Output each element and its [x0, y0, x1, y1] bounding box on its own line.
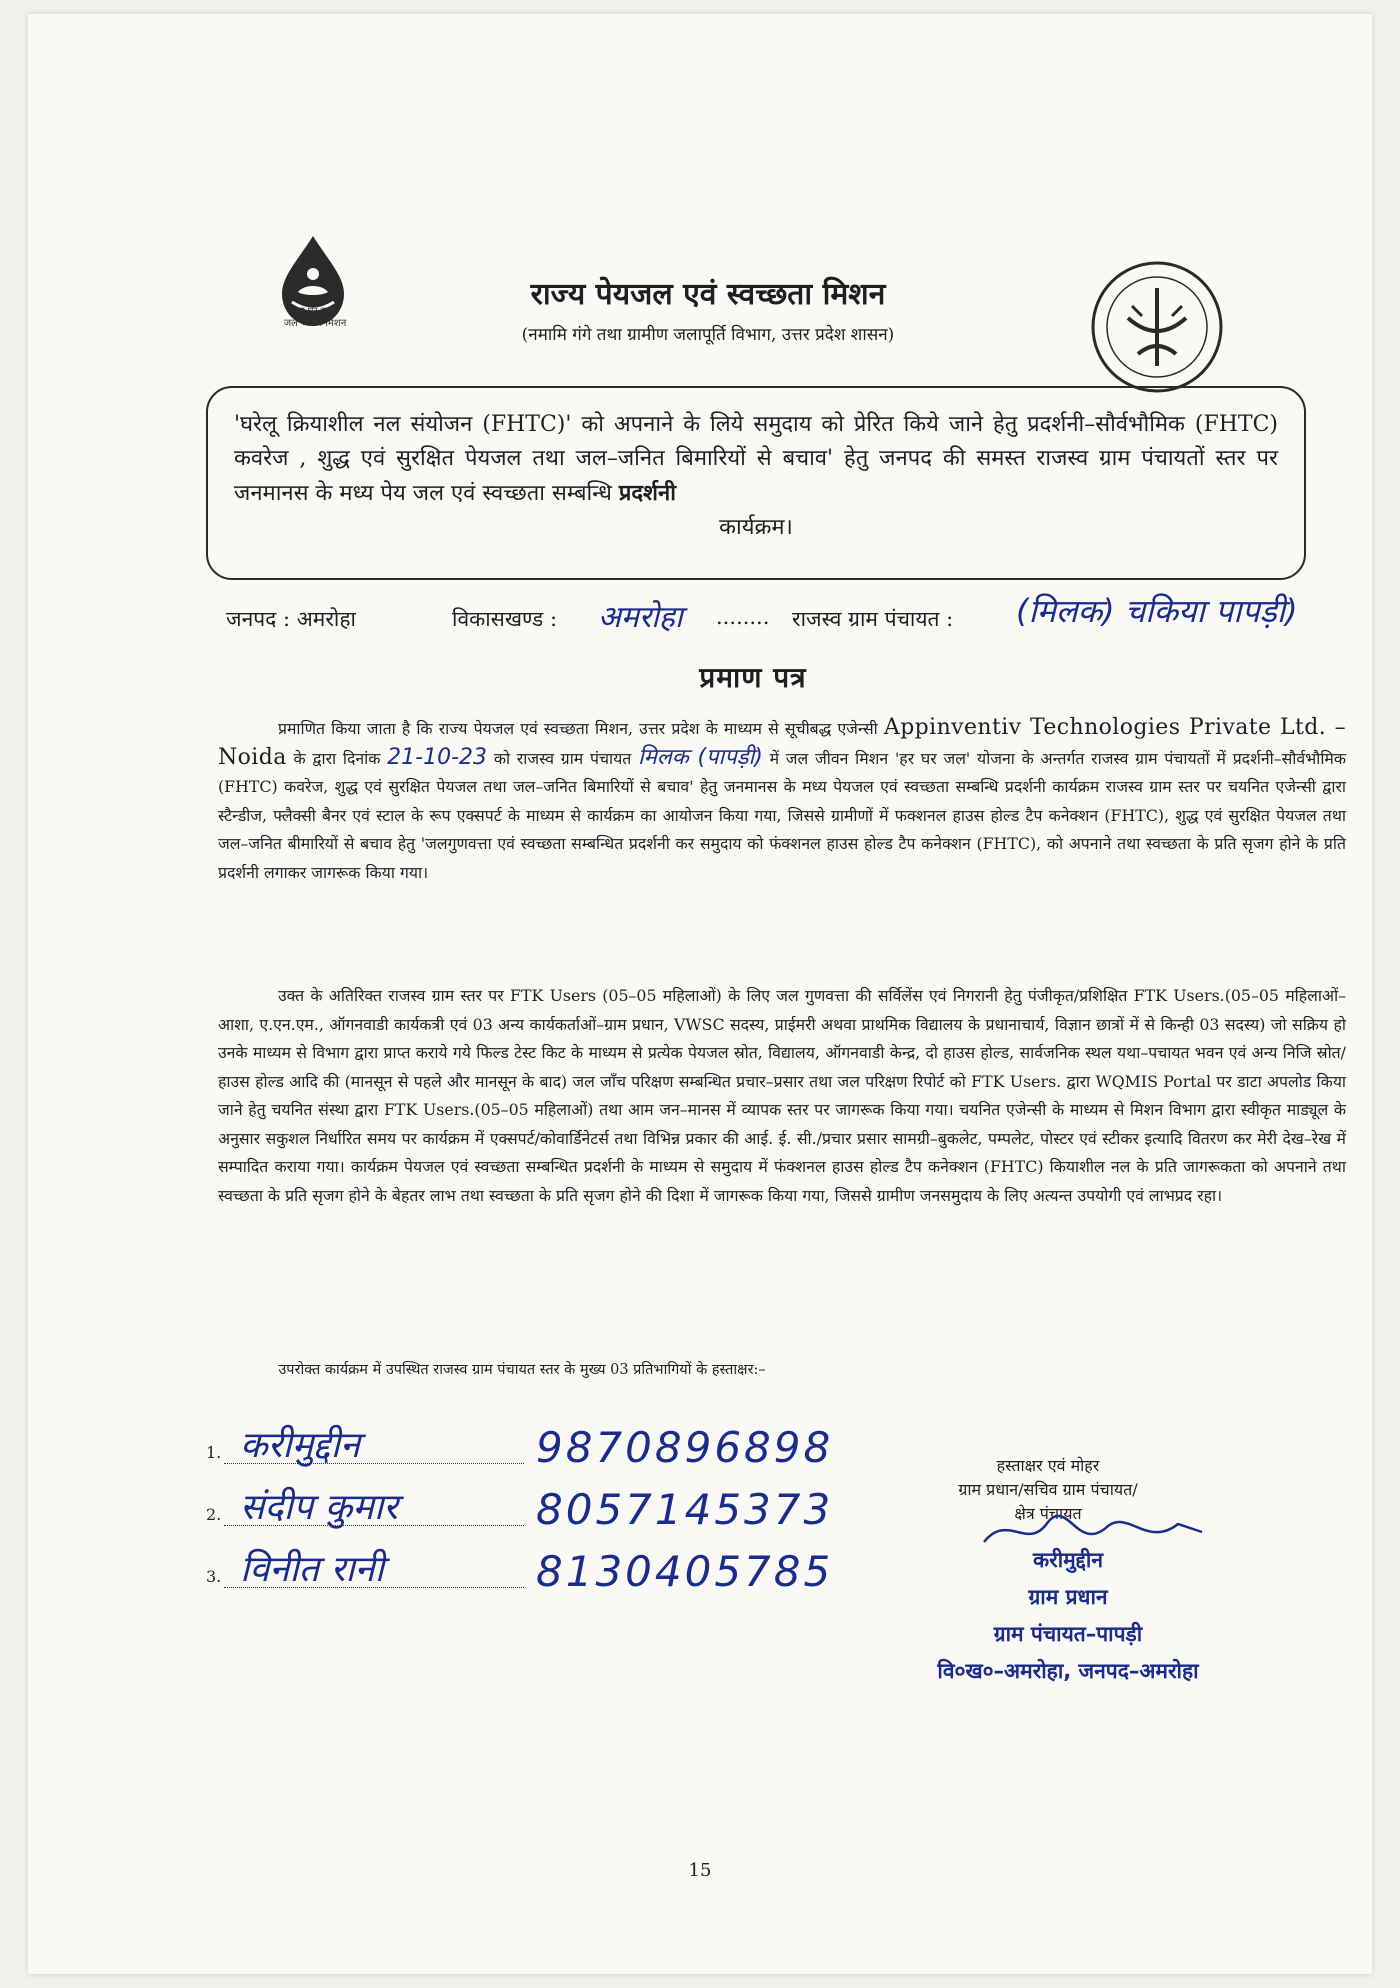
program-description-box: [206, 386, 1306, 580]
block-value: अमरोहा: [598, 600, 683, 635]
stamp-block-district: वि०ख०–अमरोहा, जनपद–अमरोहा: [937, 1659, 1199, 1683]
signatures-intro: उपरोक्त कार्यक्रम में उपस्थित राजस्व ग्राम पंचायत स्तर के मुख्य 03 प्रतिभागियों के हस्ताक्षर:–: [278, 1362, 766, 1378]
har-ghar-jal-logo-icon: [268, 232, 358, 352]
gram-panchayat-label: राजस्व ग्राम पंचायत :: [792, 607, 954, 631]
box-text-end: कार्यक्रम।: [719, 515, 793, 540]
p1-text-b: के द्वारा दिनांक: [293, 748, 381, 768]
program-gram-panchayat: मिलक (पापड़ी): [638, 744, 763, 770]
certificate-paragraph-1: [218, 714, 1346, 887]
document-page: [28, 14, 1372, 1974]
stamp-name: करीमुद्दीन: [1033, 1548, 1103, 1572]
block-dots: ........: [716, 605, 770, 629]
program-date: 21-10-23: [387, 744, 488, 770]
box-text: 'घरेलू क्रियाशील नल संयोजन (FHTC)' को अपनाने के लिये समुदाय को प्रेरित किये जाने हेतु प्रदर्शनी–सौर्वभौमिक (FHTC) कवरेज , शुद्ध एवं सुरक्षित पेयजल तथा जल–जनित बिमारियों से बचाव' हेतु जनपद की समस्त राजस्व ग्राम पंचायतों स्तर पर जनमानस के मध्य पेय जल एवं स्वच्छता सम्बन्धि: [234, 412, 1278, 506]
district-label: जनपद : अमरोहा: [226, 607, 356, 631]
stamp-heading: हस्ताक्षर एवं मोहर ग्राम प्रधान/सचिव ग्राम पंचायत/ क्षेत्र पंचायत: [958, 1456, 1138, 1523]
participant-signature-row: [206, 1412, 886, 1472]
mission-subtitle: (नमामि गंगे तथा ग्रामीण जलापूर्ति विभाग, उत्तर प्रदेश शासन): [521, 325, 895, 345]
mission-title: राज्य पेयजल एवं स्वच्छता मिशन: [530, 277, 886, 312]
up-government-seal-icon: [1088, 258, 1226, 396]
block-label: विकासखण्ड :: [452, 607, 558, 631]
stamp-designation: ग्राम प्रधान: [1028, 1585, 1108, 1609]
participant-signature-row: [206, 1474, 886, 1534]
participant-name: करीमुद्दीन: [240, 1425, 360, 1466]
p1-text-c: को राजस्व ग्राम पंचायत: [493, 748, 632, 768]
participant-signature-row: [206, 1536, 886, 1596]
participant-phone: 9870896898: [536, 1423, 834, 1472]
p1-text-d: में जल जीवन मिशन 'हर घर जल' योजना के अन्तर्गत राजस्व ग्राम पंचायतों में प्रदर्शनी–सौर्वभौमिक (FHTC) कवरेज, शुद्ध एवं सुरक्षित पेयजल तथा जल–जनित बिमारियों से बचाव' हेतु जनमानस के मध्य पेयजल एवं स्वच्छता सम्बन्धि प्रदर्शनी कार्यक्रम राजस्व ग्राम स्तर पर चयनित एजेन्सी द्वारा स्टैन्डीज, फ्लैक्सी बैनर एवं स्टाल के रूप एक्सपर्ट के माध्यम से कार्यक्रम का आयोजन किया गया, जिससे ग्रामीणों में फक्शनल हाउस होल्ड टैप कनेक्शन (FHTC), शुद्ध एवं सुरक्षित पेयजल तथा जल–जनित बीमारियों से बचाव हेतु 'जलगुणवत्ता एवं स्वच्छता सम्बन्धित प्रदर्शनी कर समुदाय को फंक्शनल हाउस होल्ड टैप कनेक्शन (FHTC), को अपनाने तथा स्वच्छता के प्रति सृजग होने के प्रति प्रदर्शनी लगाकर जागरूक किया गया।: [218, 748, 1346, 882]
participant-name: विनीत रानी: [240, 1549, 384, 1590]
agency-name: Appinventiv Technologies Private Ltd. – Noida: [218, 715, 1346, 770]
participant-phone: 8130405785: [536, 1547, 834, 1596]
row-number: 3.: [206, 1567, 222, 1586]
row-number: 2.: [206, 1505, 222, 1524]
certificate-paragraph-2: [218, 982, 1346, 1210]
stamp-panchayat: ग्राम पंचायत–पापड़ी: [993, 1622, 1143, 1646]
official-stamp: [928, 1542, 1208, 1690]
p2-text: उक्त के अतिरिक्त राजस्व ग्राम स्तर पर FTK Users (05–05 महिलाओं) के लिए जल गुणवत्ता की सर्विलेंस एवं निगरानी हेतु पंजीकृत/प्रशिक्षित FTK Users.(05–05 महिलाओं–आशा, ए.एन.एम., ऑगनवाडी कार्यकत्री एवं 03 अन्य कार्यकर्ताओं–ग्राम प्रधान, VWSC सदस्य, प्राईमरी अथवा प्राथमिक विद्यालय के प्रधानाचार्य, विज्ञान छात्रों में से किन्ही 03 सदस्य) जो सक्रिय हो उनके माध्यम से विभाग द्वारा प्राप्त कराये गये फिल्ड टेस्ट किट के माध्यम से प्रत्येक पेयजल स्रोत, विद्यालय, ऑगनवाडी केन्द्र, दो हाउस होल्ड, सार्वजनिक स्थल यथा–पचायत भवन एवं अन्य निजि स्रोत/हाउस होल्ड आदि की (मानसून से पहले और मानसून के बाद) जल जाँच परिक्षण सम्बन्धित प्रचार–प्रसार तथा जल परिक्षण रिपोर्ट को FTK Users. द्वारा WQMIS Portal पर डाटा अपलोड किया जाने हेतु चयनित संस्था द्वारा FTK Users.(05–05 महिलाओं) तथा आम जन–मानस में व्यापक स्तर पर जागरूक किया गया। चयनित एजेन्सी के माध्यम से मिशन विभाग द्वारा स्वीकृत माड्यूल के अनुसार सकुशल निर्धारित समय पर कार्यक्रम में एक्सपर्ट/कोवार्डिनेटर्स तथा विभिन्न प्रकार की आई. ई. सी./प्रचार प्रसार सामग्री–बुकलेट, पम्पलेट, पोस्टर एवं स्टीकर इत्यादि वितरण कर मेरी देख–रेख में सम्पादित कराया गया। कार्यक्रम पेयजल एवं स्वच्छता सम्बन्धित प्रदर्शनी के माध्यम से समुदाय में फंक्शनल हाउस होल्ड टैप कनेक्शन (FHTC) कियाशील नल के प्रति जागरूकता को अपनाने तथा स्वच्छता के प्रति सृजग होने के बेहतर लाभ तथा स्वच्छता के प्रति सृजग होने की दिशा में जागरूक किया गया, जिससे ग्रामीण जनसमुदाय के लिए अत्यन्त उपयोगी एवं लाभप्रद रहा।: [218, 986, 1346, 1205]
page-number: 15: [688, 1860, 712, 1881]
participant-phone: 8057145373: [536, 1485, 834, 1534]
location-line: [226, 592, 1386, 641]
certificate-title: प्रमाण पत्र: [699, 661, 807, 694]
row-number: 1.: [206, 1443, 222, 1462]
participant-name: संदीप कुमार: [240, 1487, 398, 1528]
p1-text-a: प्रमाणित किया जाता है कि राज्य पेयजल एवं स्वच्छता मिशन, उत्तर प्रदेश के माध्यम से सूचीबद्ध एजेन्सी: [278, 719, 878, 738]
gram-panchayat-value: (मिलक) चकिया पापड़ी): [1016, 592, 1298, 630]
box-strong-text: प्रदर्शनी: [618, 480, 676, 506]
logo-caption: हर घर जल जल जीवन मिशन: [283, 306, 347, 329]
